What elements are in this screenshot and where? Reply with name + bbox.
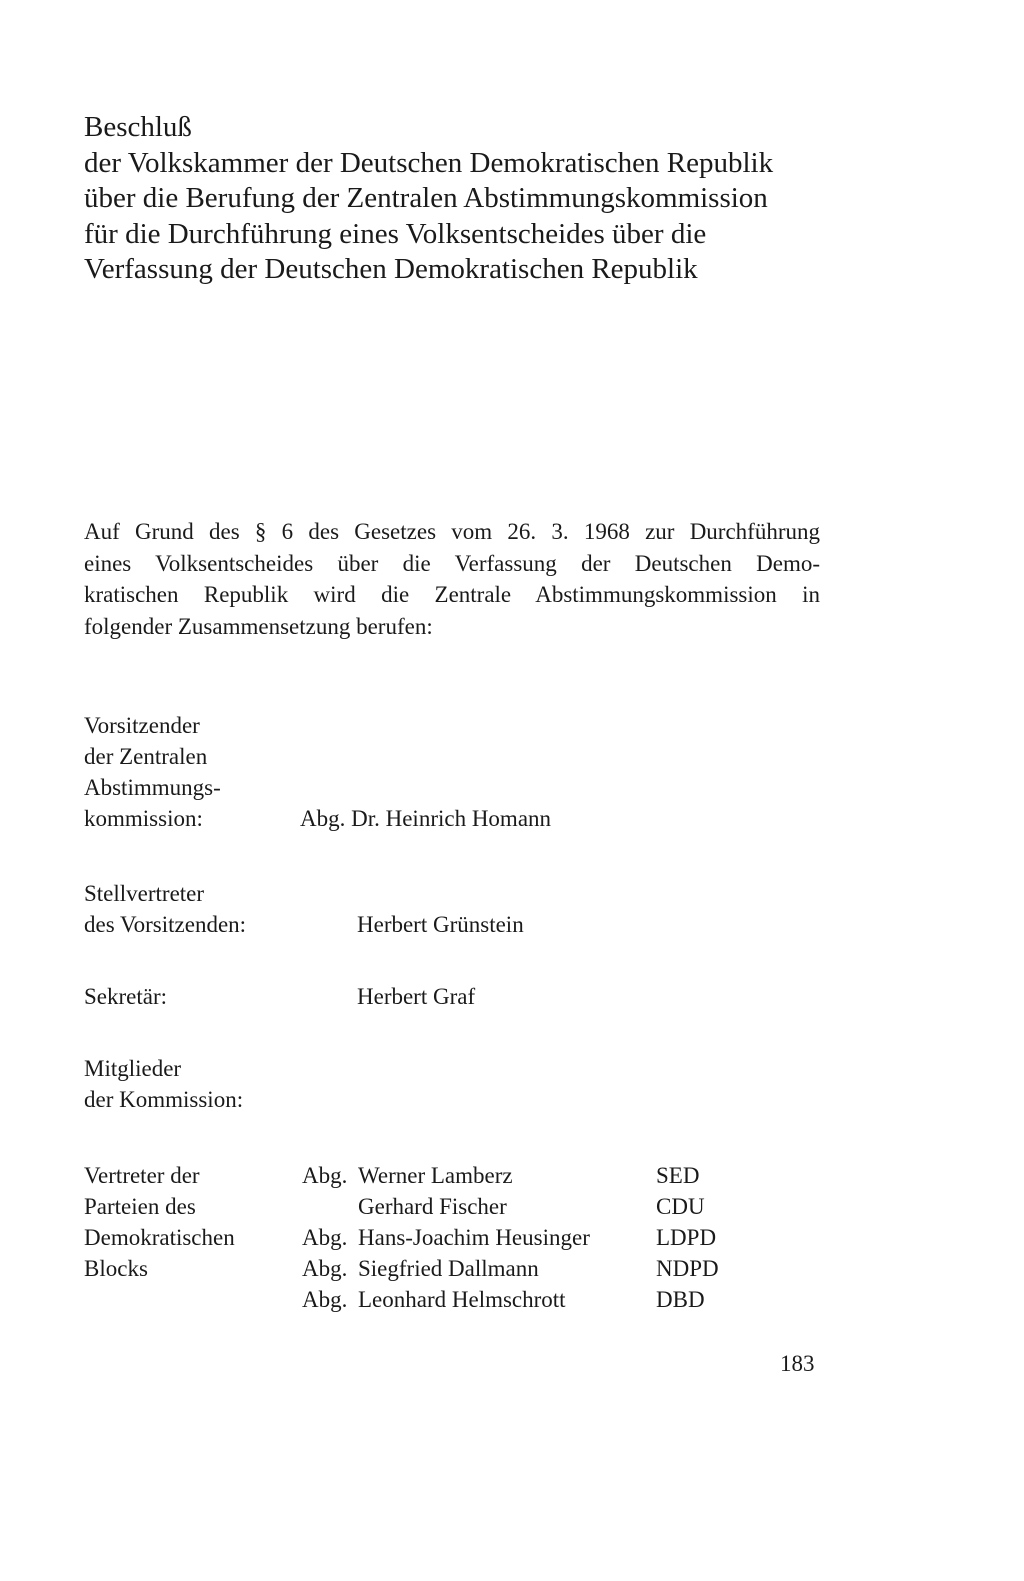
- bloc-member-names: [302, 1160, 590, 1315]
- member-row: [302, 1253, 590, 1284]
- member-party: DBD: [656, 1287, 705, 1312]
- intro-line: eines Volksentscheides über die Verfassung der Deutschen Demo-: [84, 550, 820, 576]
- member-prefix: Abg.: [302, 1287, 348, 1312]
- bloc-label: [84, 1160, 235, 1284]
- members-label: [84, 1053, 243, 1115]
- members-heading: [0, 1053, 1024, 1117]
- member-name: Hans-Joachim Heusinger: [358, 1225, 590, 1250]
- chair-entry: [0, 710, 1024, 840]
- bloc-label-block: [0, 1160, 300, 1290]
- member-row: [302, 1284, 590, 1315]
- member-row: [302, 1191, 590, 1222]
- bloc-label-line: Demokratischen: [84, 1225, 235, 1250]
- intro-paragraph: [84, 516, 820, 642]
- member-party: LDPD: [656, 1225, 717, 1250]
- intro-line: Auf Grund des § 6 des Gesetzes vom 26. 3. 1968 zur Durchführung: [84, 519, 820, 544]
- bloc-label-line: Blocks: [84, 1256, 148, 1281]
- deputy-label-line: Stellvertreter: [84, 881, 205, 906]
- intro-line: kratischen Republik wird die Zentrale Abstimmungskommission in: [84, 582, 820, 607]
- title-line: über die Berufung der Zentralen Abstimmungskommission: [84, 182, 768, 214]
- secretary-name: Herbert Graf: [357, 984, 476, 1009]
- members-label-line: Mitglieder: [84, 1056, 182, 1081]
- bloc-member-parties: [656, 1160, 719, 1315]
- bloc-label-line: Parteien des: [84, 1194, 196, 1219]
- chair-label-line: der Zentralen: [84, 744, 208, 769]
- members-label-line: der Kommission:: [84, 1087, 244, 1112]
- secretary-entry: [0, 981, 1024, 1013]
- member-party: CDU: [656, 1194, 705, 1219]
- member-party: NDPD: [656, 1256, 719, 1281]
- title-line: für die Durchführung eines Volksentscheides über die: [84, 217, 707, 250]
- chair-label: [84, 710, 221, 834]
- title-line: der Volkskammer der Deutschen Demokratischen Republik: [84, 146, 774, 179]
- chair-name: Abg. Dr. Heinrich Homann: [300, 806, 552, 831]
- member-row: [302, 1222, 590, 1253]
- resolution-title: [84, 110, 844, 288]
- title-line: Verfassung der Deutschen Demokratischen Republik: [84, 253, 698, 285]
- member-name: Gerhard Fischer: [358, 1194, 507, 1219]
- chair-label-line: kommission:: [84, 806, 203, 831]
- page-number: 183: [780, 1351, 815, 1376]
- secretary-label: Sekretär:: [84, 984, 168, 1009]
- member-prefix: Abg.: [302, 1256, 348, 1281]
- member-party: SED: [656, 1163, 700, 1188]
- deputy-entry: [0, 878, 1024, 942]
- deputy-label: [84, 878, 246, 940]
- chair-label-line: Vorsitzender: [84, 713, 200, 738]
- member-name: Siegfried Dallmann: [358, 1256, 539, 1281]
- member-prefix: Abg.: [302, 1225, 348, 1250]
- chair-label-line: Abstimmungs-: [84, 775, 221, 800]
- member-name: Werner Lamberz: [358, 1163, 513, 1188]
- deputy-label-line: des Vorsitzenden:: [84, 912, 247, 937]
- member-name: Leonhard Helmschrott: [358, 1287, 566, 1312]
- member-prefix: Abg.: [302, 1163, 348, 1188]
- member-row: [302, 1160, 590, 1191]
- title-line: Beschluß: [84, 111, 192, 143]
- bloc-label-line: Vertreter der: [84, 1163, 200, 1188]
- intro-line: folgender Zusammensetzung berufen:: [84, 613, 433, 639]
- deputy-name: Herbert Grünstein: [357, 912, 524, 937]
